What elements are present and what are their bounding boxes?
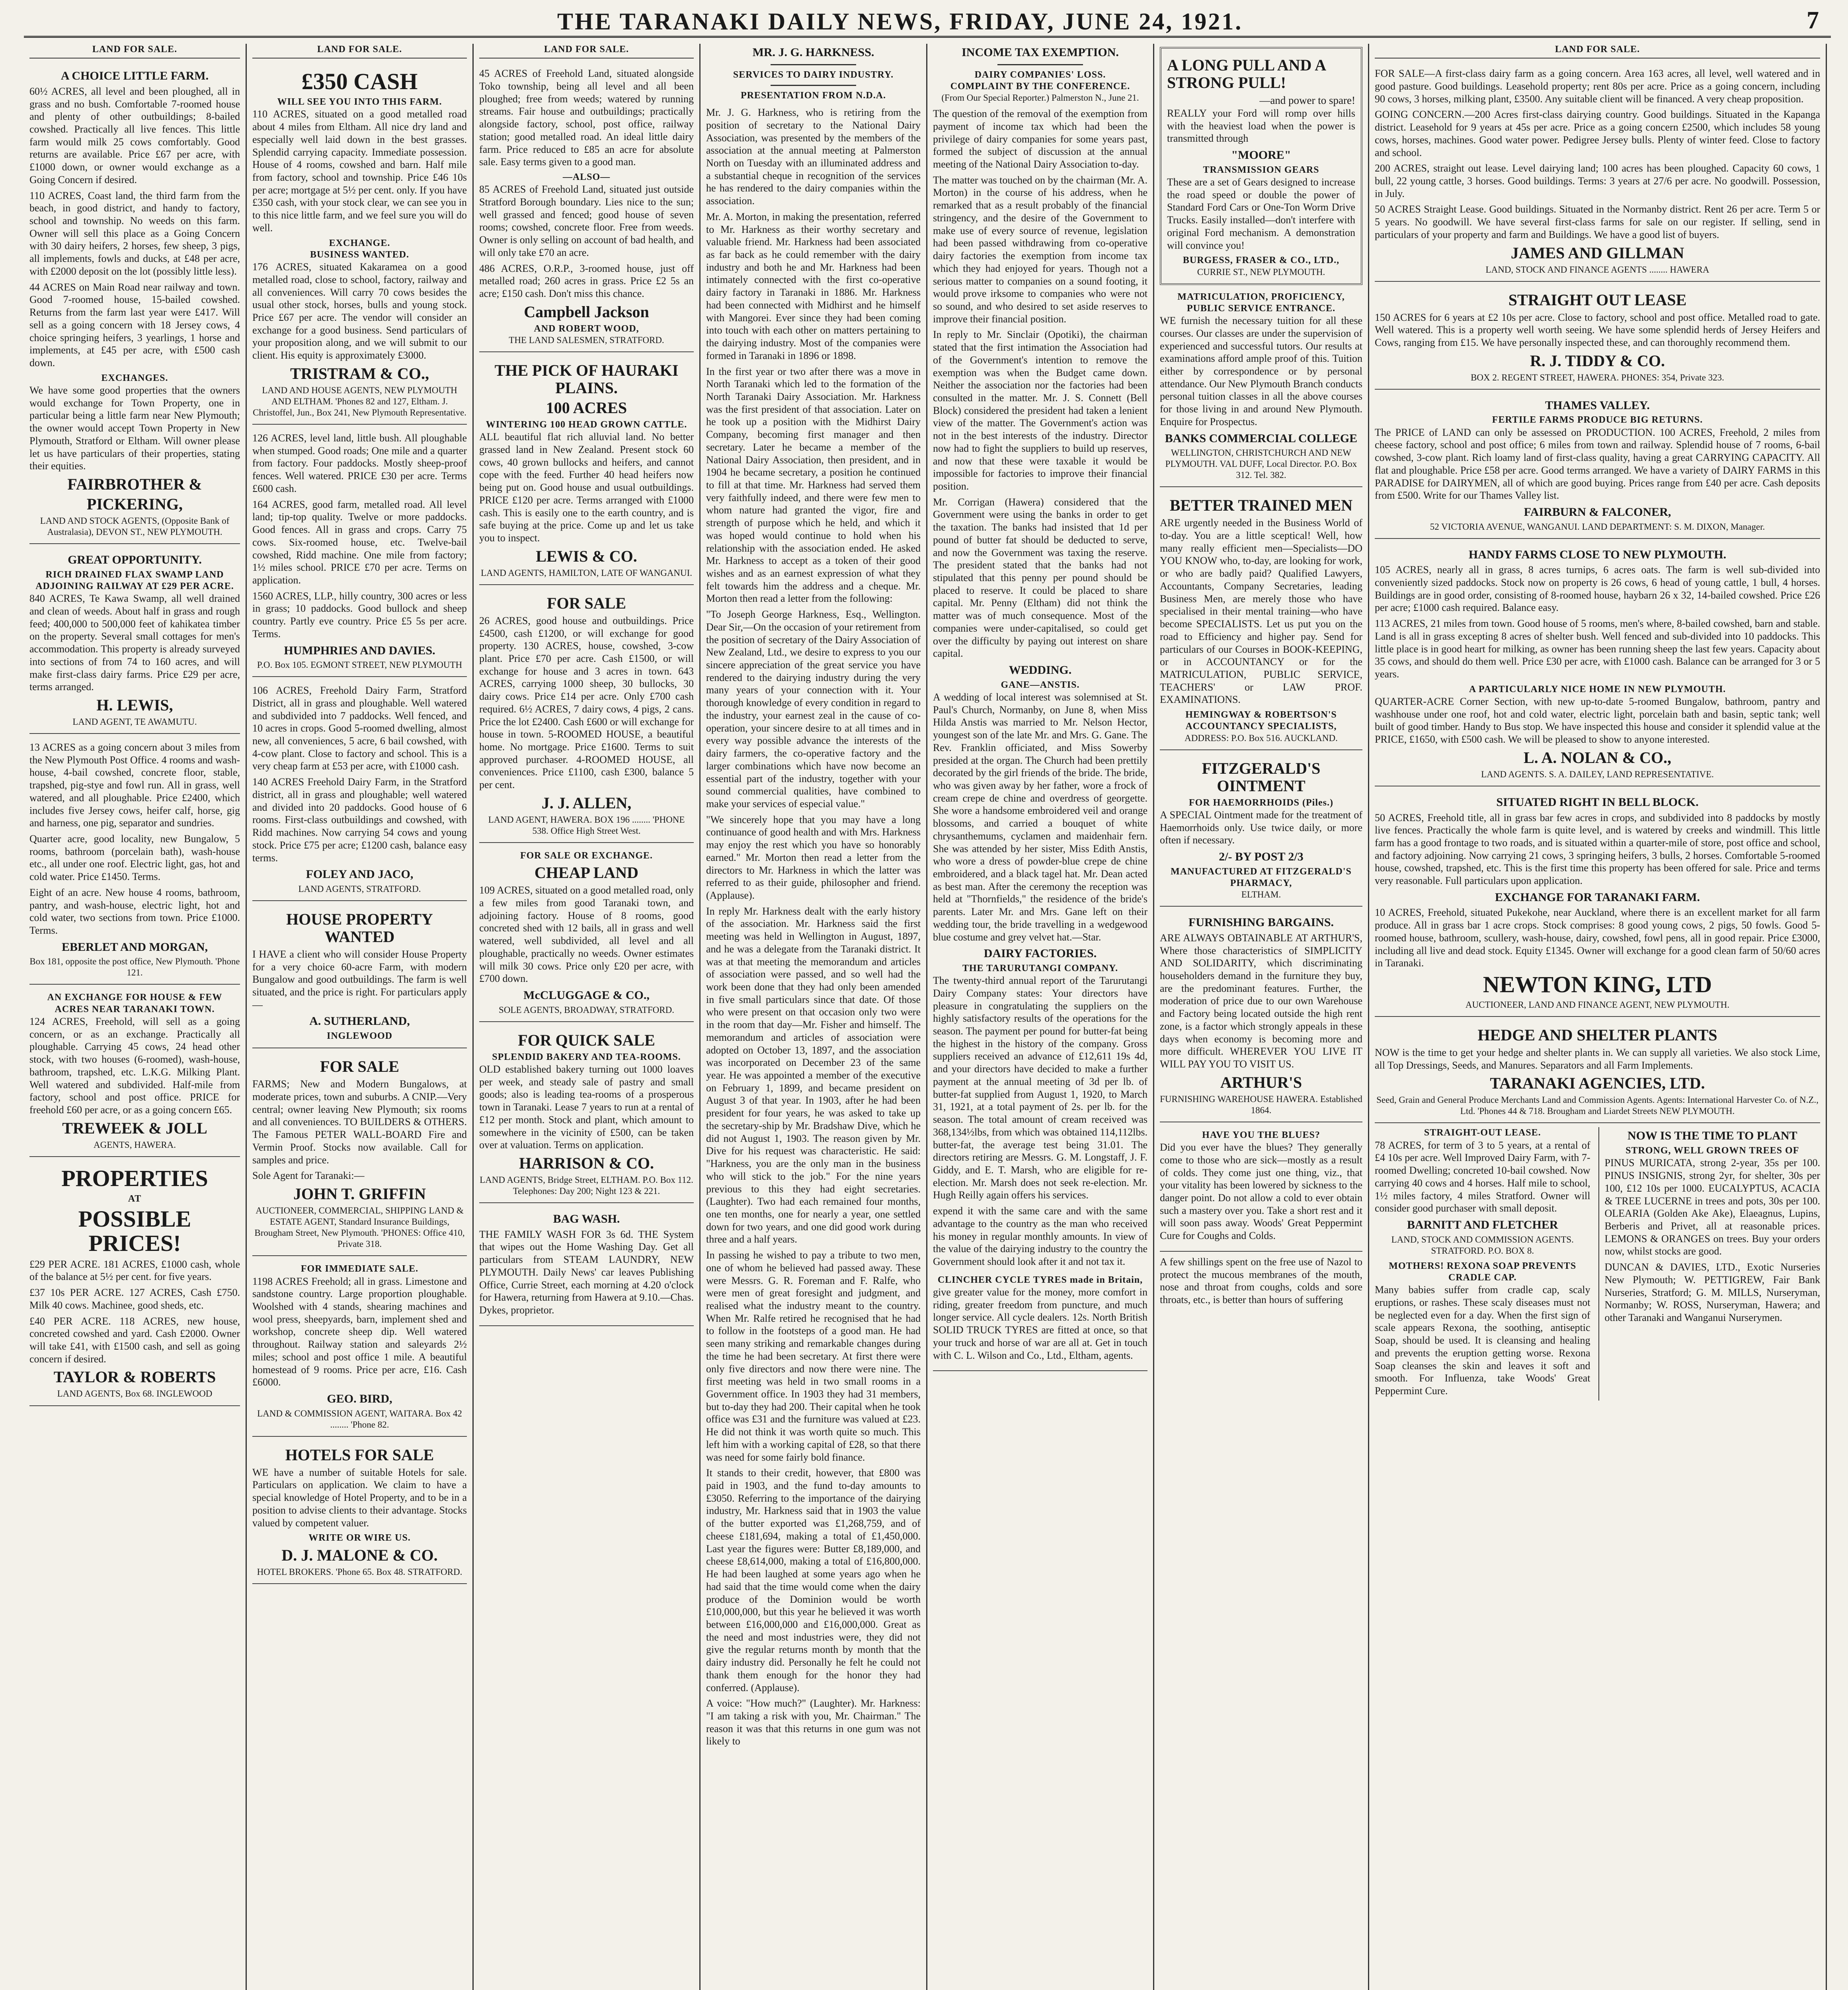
agent-address: 52 VICTORIA AVENUE, WANGANUI. LAND DEPARTMENT: S. M. DIXON, Manager. xyxy=(1430,521,1765,532)
agent-address: HOTEL BROKERS. 'Phone 65. Box 48. STRATFORD. xyxy=(257,1567,462,1577)
column-3 xyxy=(474,44,701,1990)
ad-subheading: EXCHANGES. xyxy=(101,373,168,383)
ad-great-opportunity xyxy=(29,548,240,734)
ad-text: DUNCAN & DAVIES, LTD., Exotic Nurseries New Plymouth; W. PETTIGREW, Fair Bank Nurseries, Stratford; G. M. MILLS, Nurseryman, Normanby; W. ROSS, Nurseryman, Hawera; and other Taranaki and Wanganui Nurserymen. xyxy=(1604,1261,1820,1323)
ad-heading: A LONG PULL AND A STRONG PULL! xyxy=(1167,56,1325,92)
agent-name: NEWTON KING, LTD xyxy=(1483,972,1712,998)
article-headline: DAIRY FACTORIES. xyxy=(984,947,1097,960)
article-subheadline: SERVICES TO DAIRY INDUSTRY. xyxy=(733,69,894,80)
agent-address: AUCTIONEER, LAND AND FINANCE AGENT, NEW PLYMOUTH. xyxy=(1465,999,1730,1010)
section-header: LAND FOR SALE. xyxy=(479,44,694,59)
ad-text: The PRICE of LAND can only be assessed on PRODUCTION. 100 ACRES, Freehold, 2 miles from cheese factory, school and post office; 6 miles from town and railway. Splendid house of 7 rooms, 6-bail cowshed, 3-cow plant. Rich loamy land of first-class quality, having a great CARRYING CAPACITY. All flat and ploughable. Price £58 per acre. Good terms arranged. We have a variety of DAIRY FARMS in this PARADISE for DAIRYMEN, all of which are good buying. Prices range from £40 per acre. Cash deposits from £500. Write for our Thames Valley list. xyxy=(1375,426,1820,501)
ad-matriculation xyxy=(1160,288,1362,488)
agent-address: INGLEWOOD xyxy=(326,1031,393,1042)
ad-text: £37 10s PER ACRE. 127 ACRES, Cash £750. Milk 40 cows. Machinee, good sheds, etc. xyxy=(29,1287,240,1311)
bottom-ads-row xyxy=(1375,1127,1820,1400)
ad-text: 10 ACRES, Freehold, situated Pukekohe, near Auckland, where there is an excellent market for all farm produce. All in grass bar 1 acre crops. Stock comprises: 8 good young cows, 2 pigs, 50 fowls. Good 5-roomed house, bathroom, scullery, wash-house, dairy, cowshed, fowl pens, all in good repair. Price £3000, including all live and dead stock. Equity £1345. Owner will exchange for a good clean farm of 50/60 acres in Taranaki. xyxy=(1375,907,1820,969)
ad-text: A SPECIAL Ointment made for the treatment of Haemorrhoids only. Use twice daily, or more often if necessary. xyxy=(1160,809,1362,846)
ad-heading: CLINCHER CYCLE TYRES made in Britain, xyxy=(937,1274,1143,1285)
ad-for-sale-griffin xyxy=(252,1052,467,1256)
ad-house-property-wanted xyxy=(252,905,467,1048)
article-headline: MR. J. G. HARKNESS. xyxy=(752,46,874,59)
ad-heading: STRAIGHT-OUT LEASE. xyxy=(1424,1128,1541,1138)
agent-address: LAND AGENTS. S. A. DAILEY, LAND REPRESENTATIVE. xyxy=(1481,769,1714,779)
ad-have-you-the-blues xyxy=(1160,1126,1362,1252)
ad-heading: SITUATED RIGHT IN BELL BLOCK. xyxy=(1496,795,1699,809)
ad-text: ARE urgently needed in the Business World of to-day. You are a little sceptical! Well, how many really efficient men—Specialists—DO YOU KNOW who, to-day, are looking for work, or who are badly paid? Qualified Lawyers, Accountants, Company Secretaries, leading Business Men, are merely those who have specialised in their mental training—who have become SPECIALISTS. Let us put you on the road to Efficiency and higher pay. Send for particulars of our Courses in BOOK-KEEPING, or in ACCOUNTANCY or for the MATRICULATION, PUBLIC SERVICE, TEACHERS' or LAW PROF. EXAMINATIONS. xyxy=(1160,517,1362,706)
ad-text: I HAVE a client who will consider House Property for a very choice 60-acre Farm, with modern Bungalow and good outbuildings. The farm is well situated, and the price is right. For particulars apply— xyxy=(252,948,467,1011)
agent-name: JOHN T. GRIFFIN xyxy=(293,1185,426,1203)
agent-address: WELLINGTON, CHRISTCHURCH AND NEW PLYMOUTH. VAL DUFF, Local Director. P.O. Box 312. Tel. 382. xyxy=(1165,448,1357,480)
article-paragraph: It stands to their credit, however, that £800 was paid in 1903, and the fund to-day amounts to £3050. Referring to the importance of the dairying industry, Mr. Harkness said that in 1903 the value of the butter exported was £1,268,759, and of cheese £181,694, making a total of £1,450,000. Last year the figures were: Butter £8,189,000, and cheese £8,614,000, making a total of £16,800,000. He had been laughed at some years ago when he had said that the time would come when the dairy produce of the Dominion would be worth £10,000,000, but this year he believed it was worth between £16,000,000 and £16,000,000. Great as the need and most industries were, they did not give the regular returns month by month that the dairy industry did. Personally he felt he could not thank them enough for the honor they had conferred. (Applause). xyxy=(706,1467,921,1693)
ad-nazol xyxy=(1160,1256,1362,1306)
agent-name: H. LEWIS, xyxy=(96,696,173,714)
ad-heading: FOR QUICK SALE xyxy=(518,1031,655,1049)
agent-address: LAND AGENT, TE AWAMUTU. xyxy=(72,716,197,727)
ad-text: 60½ ACRES, all level and been ploughed, all in grass and no bush. Comfortable 7-roomed house and plenty of other outbuildings; 8-bailed cowshed. Practically all live fences. This little farm would milk 25 cows comfortably. Good returns are available. Price £67 per acre, with £1000 down, or owner would exchange as a Going Concern if desired. xyxy=(29,85,240,185)
ad-text: We have some good properties that the owners would exchange for Town Property, one in particular being a little farm near New Plymouth; the owner would accept Town Property in New Plymouth, Stratford or Eltham. Will owner please let us have particulars of their properties, stating their equities. xyxy=(29,384,240,472)
ad-heading: GREAT OPPORTUNITY. xyxy=(68,553,202,567)
ad-text: NOW is the time to get your hedge and shelter plants in. We can supply all varieties. We also stock Lime, all Top Dressings, Seeds, and Manures. Separators and all Farm Implements. xyxy=(1375,1046,1820,1071)
ad-now-is-time-to-plant xyxy=(1598,1127,1821,1400)
ad-text: PINUS MURICATA, strong 2-year, 35s per 100. PINUS INSIGNIS, strong 2yr, for shelter, 30s per 100, £12 10s per 1000. EUCALYPTUS, ACACIA & TREE LUCERNE in trees and pots, 30s per 100. OLEARIA (Golden Ake Ake), Elaeagnus, Lupins, Berberis and Privet, all at reasonable prices. LEMONS & ORANGES on trees. Buy your orders now, whilst stocks are good. xyxy=(1604,1157,1820,1257)
ad-subheading: BUSINESS WANTED. xyxy=(310,249,409,260)
ad-brand: "MOORE" xyxy=(1231,148,1291,162)
ad-foley-jaco xyxy=(252,681,467,901)
agent-name: D. J. MALONE & CO. xyxy=(281,1546,438,1564)
ad-heading: HEDGE AND SHELTER PLANTS xyxy=(1477,1026,1717,1044)
agent-name: MANUFACTURED AT FITZGERALD'S PHARMACY, xyxy=(1171,866,1352,888)
ad-text: 109 ACRES, situated on a good metalled road, only a few miles from good Taranaki town, and adjoining factory. House of 8 rooms, good concreted shed with 12 bails, all in grass and well watered, well subdivided, all level and all ploughable, practically no weeds. Owner estimates will milk 30 cows. Price only £20 per acre, with £700 down. xyxy=(479,884,694,985)
article-paragraph: "To Joseph George Harkness, Esq., Wellington. Dear Sir,—On the occasion of your retirement from the position of secretary of the Dairy Association of New Zealand, Ltd., we desire to express to you our sincere appreciation of the great service you have rendered to the dairying industry during the very many years of your connection with it. Your thorough knowledge of every condition in regard to the industry, your earnest zeal in the cause of co-operation, your sincere desire to at all times and in every way possible advance the interests of the dairy farmers, the co-operative factory and the larger combinations which have now become an essential part of the industry, together with your sound commercial qualities, have combined to make your services of especial value." xyxy=(706,609,921,810)
ad-text: A few shillings spent on the free use of Nazol to protect the mucous membranes of the mouth, nose and throat from coughs, colds and sore throats, etc., is better than hours of suffering xyxy=(1160,1256,1362,1306)
article-paragraph: A wedding of local interest was solemnised at St. Paul's Church, Normanby, on June 8, when Miss Hilda Anstis was married to Mr. Nelson Hector, youngest son of the late Mr. and Mrs. G. Gane. The Rev. Franklin officiated, and Miss Sowerby presided at the organ. The Church had been prettily decorated by the girl friends of the bride. The bride, who was given away by her father, wore a frock of cream crepe de chine and overdress of georgette. She wore a handsome embroidered veil and orange blossoms, and carried a bouquet of white chrysanthemums, cyclamen and maidenhair fern. She was attended by her sister, Miss Edith Anstis, who wore a dress of powder-blue crepe de chine embroidered, and a black tagel hat. Mr. Dean acted as best man. After the ceremony the reception was held at "Thornfields," the residence of the bride's parents. Later Mr. and Mrs. Gane left on their wedding tour, the bride travelling in a wedgewood blue costume and grey velvet hat.—Star. xyxy=(933,691,1147,943)
agent-name: BURGESS, FRASER & CO., LTD., xyxy=(1183,255,1340,266)
column-5 xyxy=(927,44,1154,1990)
agent-address: LAND AGENTS, Bridge Street, ELTHAM. P.O. Box 112. Telephones: Day 200; Night 123 & 221. xyxy=(480,1174,693,1196)
ad-thames-valley xyxy=(1375,394,1820,539)
agent-name: JAMES AND GILLMAN xyxy=(1510,244,1684,262)
agent-name: L. A. NOLAN & CO., xyxy=(1523,748,1672,767)
agent-name: BANKS COMMERCIAL COLLEGE xyxy=(1165,431,1358,445)
ad-text: 150 ACRES for 6 years at £2 10s per acre. Close to factory, school and post office. Metalled road to gate. Well watered. This is a property well worth seeing. We have some splendid herds of Jersey Heifers and Cows, ranging from £15. We have personally inspected these, and can thoroughly recommend them. xyxy=(1375,311,1820,349)
ad-heading: PROPERTIES xyxy=(61,1165,208,1191)
ad-text: 486 ACRES, O.R.P., 3-roomed house, just off metalled road; 260 acres in grass. Price £2 5s an acre; £150 cash. Don't miss this chance. xyxy=(479,262,694,300)
ad-heading: FITZGERALD'S OINTMENT xyxy=(1202,759,1321,795)
agent-name: ARTHUR'S xyxy=(1220,1073,1302,1091)
article-paragraph: "We sincerely hope that you may have a long continuance of good health and with Mrs. Harkness may enjoy the rest which you have so honorably earned." Mr. Morton then read a letter from the directors to Mr. Harkness in which the latter was referred to as their guide, philosopher and friend. (Applause). xyxy=(706,814,921,901)
ad-cheap-land xyxy=(479,847,694,1022)
agent-address: LAND AND HOUSE AGENTS, NEW PLYMOUTH AND ELTHAM. 'Phones 82 and 127, Eltham. J. Christoffel, Jun., Box 241, New Plymouth Representative. xyxy=(253,385,466,418)
article-paragraph: Mr. Corrigan (Hawera) considered that the Government were using the banks in order to get the taxation. The banks had insisted that 1d per pound of butter fat should be deducted to serve, and now the Government was taxing the reserve. The president stated that the banks had not stipulated that this penny per pound should be placed to reserve. It could be placed to share capital. Mr. Penny (Eltham) did not think the matter was of much consequence. Most of the companies were under-capitalised, so could get over the difficulty by paying out interest on share capital. xyxy=(933,496,1147,659)
agent-address: LAND & COMMISSION AGENT, WAITARA. Box 42 ........ 'Phone 82. xyxy=(257,1408,462,1430)
agent-name: HEMINGWAY & ROBERTSON'S ACCOUNTANCY SPECIALISTS, xyxy=(1185,710,1337,732)
ad-text: give greater value for the money, more comfort in riding, greater freedom from puncture, and much longer service. All cycle dealers. 12s. North British SOLID TRUCK TYRES are fitted at once, so that your truck and horse of war are all at. Get in touch with C. L. Wilson and Co., Ltd., Eltham, agents. xyxy=(933,1286,1147,1361)
article-paragraph: Mr. A. Morton, in making the presentation, referred to Mr. Harkness as their worthy secretary and valuable friend. Mr. Harkness had been associated as far back as he could remember with the dairy industry and both he and Mr. Harkness had been intimately connected with the first co-operative dairy factory in Taranaki in 1886. Mr. Harkness had been connected with Midhirst and he himself with Mangorei. Ever since they had been coming into touch with each other on matters pertaining to the dairying industry. Most of the companies were formed in Taranaki in 1896 or 1898. xyxy=(706,211,921,361)
ad-text: 13 ACRES as a going concern about 3 miles from the New Plymouth Post Office. 4 rooms and wash-house, 4-bail cowshed, concrete floor, stable, trapshed, pig-stye and fowl run. All in grass, well watered, and all ploughable. Price £2400, which includes five Jersey cows, heifer calf, horse, gig and harness, one pig, separator and sundries. xyxy=(29,741,240,829)
ad-heading: CHEAP LAND xyxy=(534,864,639,882)
ad-text: Did you ever have the blues? They generally come to those who are sick—mostly as a result of colds. They come just one thing, viz., that your vitality has been lowered by sickness to the danger point. Do not allow a cold to ever obtain such a mastery over you. Take a short rest and it will soon pass away. Woods' Great Peppermint Cure for Coughs and Colds. xyxy=(1160,1141,1362,1242)
ad-quick-sale xyxy=(479,1026,694,1203)
ad-subheading: STRONG, WELL GROWN TREES OF xyxy=(1626,1145,1799,1156)
agent-address: LAND AGENTS, STRATFORD. xyxy=(298,884,421,894)
agent-address: SOLE AGENTS, BROADWAY, STRATFORD. xyxy=(499,1005,674,1015)
agent-address: LAND AND STOCK AGENTS, (Opposite Bank of Australasia), DEVON ST., NEW PLYMOUTH. xyxy=(40,515,230,537)
ad-text: Sole Agent for Taranaki:— xyxy=(252,1170,365,1182)
agent-address: ADDRESS: P.O. Box 516. AUCKLAND. xyxy=(1185,733,1338,743)
article-paragraph: The twenty-third annual report of the Tarurutangi Dairy Company states: Your directors have pleasure in congratulating the suppliers on the highly satisfactory results of the operations for the season. The payment per pound for butter-fat being the highest in the history of the company. Gross suppliers received an advance of £12,611 19s 4d, and your directors have decided to make a further payment at the annual meeting of 3d per lb. of butter-fat supplied from August 1, 1920, to March 31, 1921, at a total payment of 2s. per lb. for the season. The total amount of cream received was 368,134½lbs, from which was obtained 114,112lbs. butter-fat, the average test being 31.01. The directors retiring are Messrs. G. M. Longstaff, J. F. Giddy, and E. T. Marsh, who are eligible for re-election. Mr. Marsh does not seek re-election. Mr. Hugh Reilly again offers his services. xyxy=(933,975,1147,1201)
ad-heading: FOR IMMEDIATE SALE. xyxy=(301,1264,419,1274)
ad-text: 124 ACRES, Freehold, will sell as a going concern, or as an exchange. Practically all ploughable. Carrying 45 cows, 24 head other stock, with two houses (6-roomed), wash-house, bathroom, trapshed, etc. L.K.G. Milking Plant. Well watered and subdivided. Half-mile from factory, school and post office. PRICE for freehold £60 per acre, or as a going concern £65. xyxy=(29,1015,240,1116)
ad-text: Eight of an acre. New house 4 rooms, bathroom, pantry, and wash-house, electric light, hot and cold water, two sections from town. Price £1000. Terms. xyxy=(29,886,240,936)
ad-text: REALLY your Ford will romp over hills with the heaviest load when the power is transmitted through xyxy=(1167,107,1355,144)
agent-address: CURRIE ST., NEW PLYMOUTH. xyxy=(1197,267,1325,277)
article-paragraph: In reply to Mr. Sinclair (Opotiki), the chairman stated that the first intimation the Association had of the Government's intention to remove the exemption was when the Budget came down. Neither the association nor the factories had been consulted in the matter. Mr. J. S. Connett (Bell Block) considered the president had taken a lenient view of the matter. The Government's action was not in the best interests of the industry. Director now had to fight the suppliers to build up reserves, and now that these were taxable it would be impossible for factories to improve their financial position. xyxy=(933,329,1147,492)
agent-address: FURNISHING WAREHOUSE HAWERA. Established 1864. xyxy=(1160,1094,1362,1115)
ad-price: 2/- BY POST 2/3 xyxy=(1219,850,1304,864)
divider xyxy=(997,64,1083,65)
ad-james-gillman xyxy=(1375,64,1820,281)
ad-fitzgeralds-ointment xyxy=(1160,754,1362,907)
ad-text: FARMS; New and Modern Bungalows, at moderate prices, town and suburbs. A CNIP.—Very central; owner leaving New Plymouth; six rooms and all conveniences. TO BUILDERS & OTHERS. The Famous PETER WALL-BOARD Fire and Vermin Proof. Stocks now available. Call for samples and price. xyxy=(252,1078,467,1166)
ad-campbell-jackson xyxy=(479,64,694,352)
ad-clincher-tyres xyxy=(933,1271,1147,1372)
ad-choice-little-farm xyxy=(29,64,240,544)
article-dateline: (From Our Special Reporter.) Palmerston N., June 21. xyxy=(941,93,1139,103)
ad-heading: BAG WASH. xyxy=(553,1212,620,1226)
ad-heading: HAVE YOU THE BLUES? xyxy=(1202,1130,1320,1140)
ad-hedge-shelter-plants xyxy=(1375,1021,1820,1124)
ad-subheading: WRITE OR WIRE US. xyxy=(308,1533,411,1543)
ad-humphries-davies xyxy=(252,429,467,677)
article-paragraph: A voice: "How much?" (Laughter). Mr. Harkness: "I am taking a risk with you, Mr. Chairman." The reason it was that this returns in one gum was not likely to xyxy=(706,1697,921,1747)
ad-text: £40 PER ACRE. 118 ACRES, new house, concreted cowshed and yard. Cash £2000. Owner will take £41, with £1500 cash, and sell as going concern if desired. xyxy=(29,1315,240,1365)
agent-address: THE LAND SALESMEN, STRATFORD. xyxy=(509,335,664,345)
agent-address: LAND AGENT, HAWERA. BOX 196 ........ 'PHONE 538. Office High Street West. xyxy=(488,814,685,836)
ad-text: £29 PER ACRE. 181 ACRES, £1000 cash, whole of the balance at 5½ per cent. for five years. xyxy=(29,1258,240,1283)
ad-text: 126 ACRES, level land, little bush. All ploughable when stumped. Good roads; One mile and a quarter from factory. Four paddocks. Mostly sheep-proof fences. Well watered. PRICE £30 per acre. Terms £600 cash. xyxy=(252,432,467,494)
section-header: LAND FOR SALE. xyxy=(29,44,240,59)
ad-heading: £350 CASH xyxy=(301,68,418,95)
agent-address: BOX 2. REGENT STREET, HAWERA. PHONES: 354, Private 323. xyxy=(1471,372,1724,382)
section-header: LAND FOR SALE. xyxy=(1375,44,1820,59)
newspaper-title: THE TARANAKI DAILY NEWS, FRIDAY, JUNE 24, 1921. xyxy=(557,8,1243,35)
ad-arthurs-furnishing xyxy=(1160,911,1362,1122)
article-subheadline: PRESENTATION FROM N.D.A. xyxy=(740,90,886,101)
article-subheadline: COMPLAINT BY THE CONFERENCE. xyxy=(950,81,1130,92)
ad-subheading: WINTERING 100 HEAD GROWN CATTLE. xyxy=(486,419,687,430)
agent-address: AUCTIONEER, COMMERCIAL, SHIPPING LAND & ESTATE AGENT, Standard Insurance Buildings, Brougham Street, New Plymouth. 'PHONES: Office 410, Private 318. xyxy=(254,1206,465,1249)
column-6 xyxy=(1154,44,1369,1990)
column-4 xyxy=(701,44,927,1990)
agent-name: EBERLET AND MORGAN, xyxy=(61,940,208,954)
ad-heading: A CHOICE LITTLE FARM. xyxy=(60,69,209,83)
agent-name: McCLUGGAGE & CO., xyxy=(523,989,650,1002)
article-body xyxy=(706,106,921,1748)
agent-name: GEO. BIRD, xyxy=(327,1392,392,1405)
section-header: LAND FOR SALE. xyxy=(252,44,467,59)
agent-name: LEWIS & CO. xyxy=(536,547,637,565)
ad-barnitt-fletcher xyxy=(1375,1127,1590,1400)
article-paragraph: The matter was touched on by the chairman (Mr. A. Morton) in the course of his address, when he remarked that as a result probably of the financial stringency, and the desire of the Government to make use of every source of revenue, legislation had been passed withdrawing from co-operative dairy factories the exemption from income tax which they had enjoyed for years. Though not a serious matter to companies on a sound footing, it would prove irksome to companies who were not so sound, and who desired to set aside reserves to improve their financial position. xyxy=(933,174,1147,325)
agent-name: HUMPHRIES AND DAVIES. xyxy=(284,644,435,657)
article-subheadline: THE TARURUTANGI COMPANY. xyxy=(962,963,1118,974)
ad-subheading: RICH DRAINED FLAX SWAMP LAND ADJOINING RAILWAY AT £29 PER ACRE. xyxy=(35,569,234,591)
agent-name: BARNITT AND FLETCHER xyxy=(1407,1218,1558,1232)
ad-text: 50 ACRES Straight Lease. Good buildings. Situated in the Normanby district. Rent 26 per acre. Term 5 or 5 years. No goodwill. We have several first-class farms for sale on our register. If selling, send in particulars of your property and farm and Buildings. We have a good list of buyers. xyxy=(1375,203,1820,240)
agent-address: Seed, Grain and General Produce Merchants Land and Commission Agents. Agents: International Harvester Co. of N.Z., Ltd. 'Phones 44 & 718. Brougham and Liardet Streets NEW PLYMOUTH. xyxy=(1376,1095,1819,1116)
ad-bag-wash xyxy=(479,1207,694,1326)
ad-subheading: SPLENDID BAKERY AND TEA-ROOMS. xyxy=(492,1052,681,1062)
ad-heading: NOW IS THE TIME TO PLANT xyxy=(1627,1129,1797,1143)
ad-bell-block xyxy=(1375,790,1820,1017)
article-body xyxy=(933,974,1147,1268)
agent-name: AND ROBERT WOOD, xyxy=(534,323,639,334)
agent-address: ELTHAM. xyxy=(1241,890,1281,900)
ad-text: These are a set of Gears designed to increase the road speed or double the power of Standard Ford Cars or One-Ton Worm Drive Trucks. Easily installed—don't interfere with original Ford mechanism. A demonstration will convince you! xyxy=(1167,176,1355,251)
agent-name: PICKERING, xyxy=(86,495,183,513)
ad-350-cash xyxy=(252,64,467,425)
agent-address: AGENTS, HAWERA. xyxy=(93,1139,176,1150)
article-subheadline: GANE—ANSTIS. xyxy=(1001,679,1080,690)
ad-text: Quarter acre, good locality, new Bungalow, 5 rooms, bathroom (porcelain bath), wash-house etc., all under one roof. Electric light, gas, hot and cold water. Price £1450. Terms. xyxy=(29,833,240,883)
ad-text: 110 ACRES, situated on a good metalled road about 4 miles from Eltham. All nice dry land and especially well laid down in the best grasses. Splendid carrying capacity. Immediate possession. House of 4 rooms, cowshed and barn. Half mile from factory, school and township. Price £46 10s per acre; mortgage at 5½ per cent. only. If you have £350 cash, with your stock clear, we can see you in to this nice little farm, and we feel sure you will do well. xyxy=(252,108,467,234)
ad-heading: FOR SALE xyxy=(320,1057,399,1076)
column-7 xyxy=(1369,44,1827,1990)
ad-heading: 100 ACRES xyxy=(546,399,627,417)
ad-text: 164 ACRES, good farm, metalled road. All level land; tip-top quality. Twelve or more paddocks. Good fences. All in grass and crops. Carry 75 cows. Six-roomed house, etc. Twelve-bail cowshed, Ridd machine. One mile from factory; 1½ miles school. PRICE £70 per acre. Terms on application. xyxy=(252,498,467,586)
ad-heading: FOR SALE xyxy=(547,594,626,612)
agent-name: A. SUTHERLAND, xyxy=(309,1015,410,1028)
ad-heading: BETTER TRAINED MEN xyxy=(1169,496,1353,515)
article-headline: INCOME TAX EXEMPTION. xyxy=(962,46,1119,59)
agent-name: J. J. ALLEN, xyxy=(541,794,632,812)
ad-subheading: WILL SEE YOU INTO THIS FARM. xyxy=(277,97,442,107)
ad-text: WE furnish the necessary tuition for all these courses. Our classes are under the supervision of experienced and successful tutors. Our results at examinations afford ample proof of this. Tuition either by correspondence or by personal attendance. Our New Plymouth Branch conducts personal tuition classes in all the above courses for those living in and around New Plymouth. Enquire for Prospectus. xyxy=(1160,315,1362,427)
agent-name: TARANAKI AGENCIES, LTD. xyxy=(1490,1074,1705,1093)
agent-address: LAND, STOCK AND FINANCE AGENTS ........ HAWERA xyxy=(1485,264,1709,275)
ad-subheading: FOR HAEMORRHOIDS (Piles.) xyxy=(1189,797,1333,808)
ad-hotels-for-sale xyxy=(252,1441,467,1584)
ad-heading: POSSIBLE PRICES! xyxy=(78,1206,191,1256)
ad-heading: STRAIGHT OUT LEASE xyxy=(1508,291,1687,309)
ad-text: 1198 ACRES Freehold; all in grass. Limestone and sandstone country. Large proportion ploughable. Woolshed with 4 stands, shearing machines and wool press, sheepyards, barn, implement shed and workshop, concrete sheep dip. Well watered throughout. Railway station and saleyards 2½ miles; school and post office 1 mile. A beautiful homestead of 9 rooms. Price per acre, £16. Cash £6000. xyxy=(252,1275,467,1388)
agent-address: P.O. Box 105. EGMONT STREET, NEW PLYMOUTH xyxy=(257,660,462,670)
ad-text: THE FAMILY WASH FOR 3s 6d. THE System that wipes out the Home Washing Day. Get all particulars from STEAM LAUNDRY, NEW PLYMOUTH. Daily News' car leaves Publishing Office, Currie Street, each morning at 4.20 o'clock for Hawera, returning from Hawera at 9.10.—Chas. Dykes, proprietor. xyxy=(479,1228,694,1316)
ad-text: 106 ACRES, Freehold Dairy Farm, Stratford District, all in grass and ploughable. Well watered and subdivided into 7 paddocks. Well fenced, and 10 acres in crops. Good 5-roomed dwelling, almost new, all conveniences, 5 acre, 6 bail cowshed, with 4-cow plant. Close to factory and school. This is a very cheap farm at £53 per acre, with £1000 cash. xyxy=(252,685,467,772)
ad-text: 140 ACRES Freehold Dairy Farm, in the Stratford district, all in grass and ploughable; well watered and divided into 20 paddocks. Good house of 6 rooms. First-class outbuildings and cowshed, with Ridd machines. Now carrying 54 cows and young stock. Price £75 per acre; £1200 cash, balance easy terms. xyxy=(252,776,467,864)
ad-text: 85 ACRES of Freehold Land, situated just outside Stratford Borough boundary. Lies nice to the sun; well grassed and fenced; good house of seven rooms; cowshed, concrete floor. Free from weeds. Owner is only selling on account of bad health, and will only take £70 an acre. xyxy=(479,183,694,258)
ad-properties xyxy=(29,1161,240,1406)
agent-name: TAYLOR & ROBERTS xyxy=(53,1368,216,1386)
ad-heading: MATRICULATION, PROFICIENCY, PUBLIC SERVICE ENTRANCE. xyxy=(1177,291,1345,314)
article-paragraph: The question of the removal of the exemption from payment of income tax which had been the privilege of dairy companies for some years past, formed the subject of discussion at the annual meeting of the National Dairy Association to-day. xyxy=(933,108,1147,170)
ad-allen-for-sale xyxy=(479,589,694,843)
ad-text: 840 ACRES, Te Kawa Swamp, all well drained and clean of weeds. About half in grass and rough feed; 400,000 to 500,000 feet of kahikatea timber on the property. Several small cottages for men's accommodation. This property is already surveyed into sections of from 74 to 160 acres, and will make first-class dairy farms. Price £29 per acre, terms arranged. xyxy=(29,593,240,693)
ad-heading: THAMES VALLEY. xyxy=(1545,398,1650,412)
agent-name: FAIRBURN & FALCONER, xyxy=(1524,505,1671,519)
article-paragraph: In reply Mr. Harkness dealt with the early history of the association. Mr. Harkness said the first meeting was held in Wellington in August, 1897, and he was a delegate from the Taranaki district. It was at that meeting the memorandum and articles of association were passed, and so well had the work been done that they had only been amended in five small particulars since that date. Of those who were present on that occasion only two were in the room that day—Mr. Fisher and himself. The memorandum and articles of association were adopted on October 13, 1897, and the association was incorporated on December 23 of the same year. He was appointed a member of the executive on February 1, 1899, and became president on August 3 of that year. In 1903, after he had been president for four years, he was asked to take up the secretary-ship by Mr. Bradshaw Dive, which he did not August 1, 1903. The reason given by Mr. Dive for his request was characteristic. He said: "Harkness, you are the only man in the business who will stick to the job." For the nine years previous to this they had eight secretaries. (Laughter). Two had each remained four months, one ten months, one for nearly a year, one settled down for two years, and one did good work during three and a half years. xyxy=(706,905,921,1245)
agent-name: FAIRBROTHER & xyxy=(67,475,202,493)
ad-text: 26 ACRES, good house and outbuildings. Price £4500, cash £1200, or will exchange for good property. 130 ACRES, house, cowshed, 3-cow plant. Price £70 per acre. Cash £1500, or will exchange for house and 3 acres in town. 643 ACRES, carrying 1000 sheep, 30 bullocks, 30 dairy cows. Price £14 per acre. Only £700 cash required. 6½ ACRES, 7 dairy cows, 4 pigs, 2 cans. Price the lot £2400. Cash £600 or will exchange for house in town. 5-ROOMED HOUSE, a beautiful home. No mortgage. Price £1600. Terms to suit approved purchaser. 4-ROOMED HOUSE, all conveniences. Price £1100, cash £300, balance 5 per cent. xyxy=(479,615,694,791)
ad-hauraki-plains xyxy=(479,356,694,585)
article-paragraph: Mr. J. G. Harkness, who is retiring from the position of secretary to the National Dairy Association, was presented by the members of the association at the annual meeting at Palmerston North on Tuesday with an illuminated address and a substantial cheque in recognition of the services he has rendered to the dairy companies within the association. xyxy=(706,107,921,207)
agent-address: Box 181, opposite the post office, New Plymouth. 'Phone 121. xyxy=(29,956,240,978)
ad-better-trained-men xyxy=(1160,491,1362,750)
ad-heading: HOUSE PROPERTY WANTED xyxy=(286,910,433,946)
page-number: 7 xyxy=(1807,7,1819,34)
ad-text: 45 ACRES of Freehold Land, situated alongside Toko township, being all level and all been ploughed; free from weeds; watered by running streams. Fair house and outbuildings; practically alongside factory, school, post office, railway station; good metalled road. An ideal little dairy farm. Price reduced to £85 an acre for absolute sale. Easy terms given to a good man. xyxy=(479,68,694,168)
agent-name: Campbell Jackson xyxy=(524,302,649,321)
divider xyxy=(771,64,857,65)
ad-text: 44 ACRES on Main Road near railway and town. Good 7-roomed house, 15-bailed cowshed. Returns from the farm last year were £417. Will sell as a going concern with 18 Jersey cows, 4 choice springing heifers, 3 yearlings, 1 horse and implements, at £45 per acre, with £500 cash down. xyxy=(29,281,240,369)
ad-heading: AT xyxy=(128,1193,142,1204)
ad-heading: AN EXCHANGE FOR HOUSE & FEW ACRES NEAR TARANAKI TOWN. xyxy=(47,992,222,1015)
ad-heading: HOTELS FOR SALE xyxy=(285,1446,434,1464)
ad-immediate-sale xyxy=(252,1260,467,1436)
ad-text: 105 ACRES, nearly all in grass, 8 acres turnips, 6 acres oats. The farm is well sub-divided into conveniently sized paddocks. Stock now on property is 26 cows, 6 head of young cattle, 1 bull, 4 horses. Buildings are in good order, consisting of 8-roomed house, haybarn 26 x 32, 14-bailed cowshed. Price £26 per acre; £1000 cash required. Balance easy. xyxy=(1375,564,1820,614)
article-body xyxy=(933,107,1147,660)
ad-text: QUARTER-ACRE Corner Section, with new up-to-date 5-roomed Bungalow, bathroom, pantry and washhouse under one roof, hot and cold water, electric light, porcelain bath and basin, septic tank; well built of good timber. Handy to Bus stop. We have inspected this house and consider it splendid value at the PRICE, £1650, with £500 cash. We will be pleased to show to anyone interested. xyxy=(1375,696,1820,745)
divider xyxy=(771,85,857,86)
article-body xyxy=(933,691,1147,943)
ad-heading: THE PICK OF HAURAKI PLAINS. xyxy=(494,361,679,397)
ad-subheading: EXCHANGE. xyxy=(329,238,390,248)
ad-text: WE have a number of suitable Hotels for sale. Particulars on application. We claim to have a special knowledge of Hotel Property, and to be in a position to advise clients to their advantage. Stocks valued by competent valuer. xyxy=(252,1466,467,1529)
article-paragraph: expend it with the same care and with the same advantage to the country as the man who received his money in regular monthly amounts. In view of the value of the dairying industry to the country the Government should look after it and not tax it. xyxy=(933,1205,1147,1267)
ad-heading: HANDY FARMS CLOSE TO NEW PLYMOUTH. xyxy=(1468,548,1727,561)
article-paragraph: In passing he wished to pay a tribute to two men, one of whom he believed had passed away. These were Messrs. G. R. Foreman and F. Ralfe, who were men of great foresight and judgment, and realised what the industry meant to the country. When Mr. Ralfe retired he recognised that he had to follow in the footsteps of a good man. He had seen many striking and remarkable changes during the time he had been secretary. At first there were only five directors and now there were nine. The first meeting was held in two small rooms in a Government office. In 1903 they had 31 members, but to-day they had 200. Their capital when he took office was £31 and the furniture was valued at £23. He did not think it was worth quite so much. This left him with a working capital of £28, so that there was need for some fairly bold finance. xyxy=(706,1249,921,1463)
ad-brand: TRANSMISSION GEARS xyxy=(1203,164,1319,175)
ad-text: ALL beautiful flat rich alluvial land. No better grassed land in New Zealand. Present stock 60 cows, 40 grown bullocks and heifers, and cannot cope with the feed. Further 40 head heifers now being put on. Good house and usual outbuildings. PRICE £120 per acre. Terms arranged with £1000 cash. This is easily one to the earth country, and is safe buying at the price. Come up and let us take you to inspect. xyxy=(479,431,694,544)
ad-heading: EXCHANGE FOR TARANAKI FARM. xyxy=(1495,890,1700,904)
ad-heading: MOTHERS! REXONA SOAP PREVENTS CRADLE CAP. xyxy=(1389,1260,1577,1283)
ad-text: FOR SALE—A first-class dairy farm as a going concern. Area 163 acres, all level, well watered and in good pasture. Good buildings. Leasehold property; rent 80s per acre. Price as a going concern, including 90 cows, 3 horses, milking plant, £3500. Any suitable client will be financed. A very cheap proposition. xyxy=(1375,68,1820,105)
ad-subheading: FERTILE FARMS PRODUCE BIG RETURNS. xyxy=(1492,415,1703,425)
ad-text: 78 ACRES, for term of 3 to 5 years, at a rental of £4 10s per acre. Well Improved Dairy Farm, with 7-roomed Dwelling; concreted 10-bail cowshed. Now carrying 40 cows and 4 horses. Half mile to school, 1½ miles factory, 4 miles Stratford. Owner will consider good purchaser with small deposit. xyxy=(1375,1139,1590,1214)
article-paragraph: In the first year or two after there was a move in North Taranaki which led to the formation of the North Taranaki Dairy Association. Mr. Harkness was the first president of that association. Later on he took up a position with the Midhirst Dairy Company, becoming first manager and then secretary. Later he became a member of the National Dairy Association, then president, and in 1904 he became secretary, a position he continued to fill at that time. Mr. Harkness had served them very faithfully indeed, and there were few men to whom nature had granted the vigor, fire and strength of purpose which he held, and which it was hoped would continue to hold when his relationship with the association ended. He asked Mr. Harkness to accept as a token of their good wishes and as an earnest expression of what they felt towards him the address and a cheque. Mr. Morton then read a letter from the following: xyxy=(706,365,921,605)
ad-handy-farms xyxy=(1375,543,1820,786)
column-1 xyxy=(24,44,247,1990)
ad-moore-gears xyxy=(1160,47,1362,285)
ad-subheading: —and power to spare! xyxy=(1259,94,1355,106)
agent-address: LAND, STOCK AND COMMISSION AGENTS. STRATFORD. P.O. BOX 8. xyxy=(1391,1234,1574,1256)
ad-straight-out-lease xyxy=(1375,286,1820,390)
ad-text: 176 ACRES, situated Kakaramea on a good metalled road, close to school, factory, railway and all conveniences. Will carry 70 cows besides the usual other stock, horses, bulls and young stock. Price £67 per acre. The vendor will consider an exchange for a good business. Send particulars of your proposition along, and we will submit to our client. His equity is approximately £3000. xyxy=(252,261,467,361)
ad-text: 1560 ACRES, LLP., hilly country, 300 acres or less in grass; 10 paddocks. Good bullock and sheep country. Partly eve country. Price £5 5s per acre. Terms. xyxy=(252,590,467,640)
article-headline: WEDDING. xyxy=(1009,663,1072,677)
agent-name: R. J. TIDDY & CO. xyxy=(1530,351,1665,370)
ad-text: OLD established bakery turning out 1000 loaves per week, and steady sale of pastry and small goods; also is leading tea-rooms of a prosperous town in Taranaki. Lease 7 years to run at a rental of £12 per month. Stock and plant, which amount to somewhere in the vicinity of £500, can be taken over at valuation. Terms on application. xyxy=(479,1063,694,1151)
ad-exchange-house xyxy=(29,989,240,1157)
agent-address: LAND AGENTS, HAMILTON, LATE OF WANGANUI. xyxy=(480,568,693,578)
column-2 xyxy=(247,44,474,1990)
ad-text: 50 ACRES, Freehold title, all in grass bar few acres in crops, and subdivided into 8 paddocks by mostly live fences. Practically the whole farm is quite level, and is watered by creeks and windmill. This little farm has a good frontage to two roads, and is situated within a quarter-mile of store, post office and school, and factory adjoining. Now carrying 21 cows, 3 springing heifers, 3 bulls, 2 horses. Comfortable 5-roomed house, cowshed, trapshed, etc. This is the first time this property has been offered for sale. Price and terms very reasonable. Full particulars upon application. xyxy=(1375,812,1820,887)
ad-text: 113 ACRES, 21 miles from town. Good house of 5 rooms, men's where, 8-bailed cowshed, barn and stable. Land is all in grass excepting 8 acres of shelter bush. Well fenced and sub-divided into 10 paddocks. This little place is in good heart for milking, as owner has been running sheep the last few years. Capacity about 35 cows, and should do them well. Price £30 per acre, with £1000 cash. Balance can be arranged for 3 or 5 years. xyxy=(1375,618,1820,680)
ad-text: GOING CONCERN.—200 Acres first-class dairying country. Good buildings. Situated in the Kapanga district. Leasehold for 9 years at 45s per acre. Price as a going concern £2500, which includes 58 young cows, horses, machines. Good water power. Pedigree Jersey bulls. Plenty of winter feed. Close to factory and school. xyxy=(1375,109,1820,158)
ad-text: ARE ALWAYS OBTAINABLE AT ARTHUR'S, Where those characteristics of SIMPLICITY AND SOLIDARITY, which discriminating householders demand in the furniture they buy, are the predominant features. Further, the moderation of price due to our own Warehouse and Factory being located outside the high rent zone, is a factor which strongly appeals in these days when economy is becoming more and more difficult. WHEREVER YOU LIVE IT WILL PAY YOU TO VISIT US. xyxy=(1160,932,1362,1070)
ad-subheading: —ALSO— xyxy=(562,172,611,183)
article-subheadline: DAIRY COMPANIES' LOSS. xyxy=(974,69,1106,80)
ad-eberlet-morgan xyxy=(29,738,240,985)
masthead xyxy=(24,0,1831,38)
ad-text: 200 ACRES, straight out lease. Level dairying land; 100 acres has been ploughed. Capacity 60 cows, 1 bull, 22 young cattle, 3 horses. Good buildings. Terms: 3 years at 27/6 per acre. No goodwill. Possession, in July. xyxy=(1375,162,1820,199)
ad-subheading: A PARTICULARLY NICE HOME IN NEW PLYMOUTH. xyxy=(1469,684,1726,695)
ad-text: Many babies suffer from cradle cap, scaly eruptions, or rashes. These scaly diseases must not be neglected even for a day. When the first sign of scale appears Rexona, the soothing, antiseptic Soap, should be used. It is cleansing and healing and prevents the eruption getting worse. Rexona Soap cleanses the skin and leaves it soft and smooth. For Influenza, take Woods' Great Peppermint Cure. xyxy=(1375,1284,1590,1397)
agent-name: FOLEY AND JACO, xyxy=(306,868,414,881)
agent-name: HARRISON & CO. xyxy=(519,1154,654,1172)
agent-name: TRISTRAM & CO., xyxy=(290,364,429,382)
ad-text: 110 ACRES, Coast land, the third farm from the beach, in good district, and handy to factory, school and township. No weeds on this farm. Owner will sell this place as a Going Concern with 30 dairy heifers, 2 horses, few sheep, 3 pigs, all implements, fowls and ducks, at £48 per acre, with £2000 deposit on the lot (possibly little less). xyxy=(29,189,240,277)
agent-address: LAND AGENTS, Box 68. INGLEWOOD xyxy=(57,1389,213,1399)
ad-heading: FOR SALE OR EXCHANGE. xyxy=(520,851,653,861)
ad-heading: FURNISHING BARGAINS. xyxy=(1188,916,1334,929)
agent-name: TREWEEK & JOLL xyxy=(62,1119,207,1137)
